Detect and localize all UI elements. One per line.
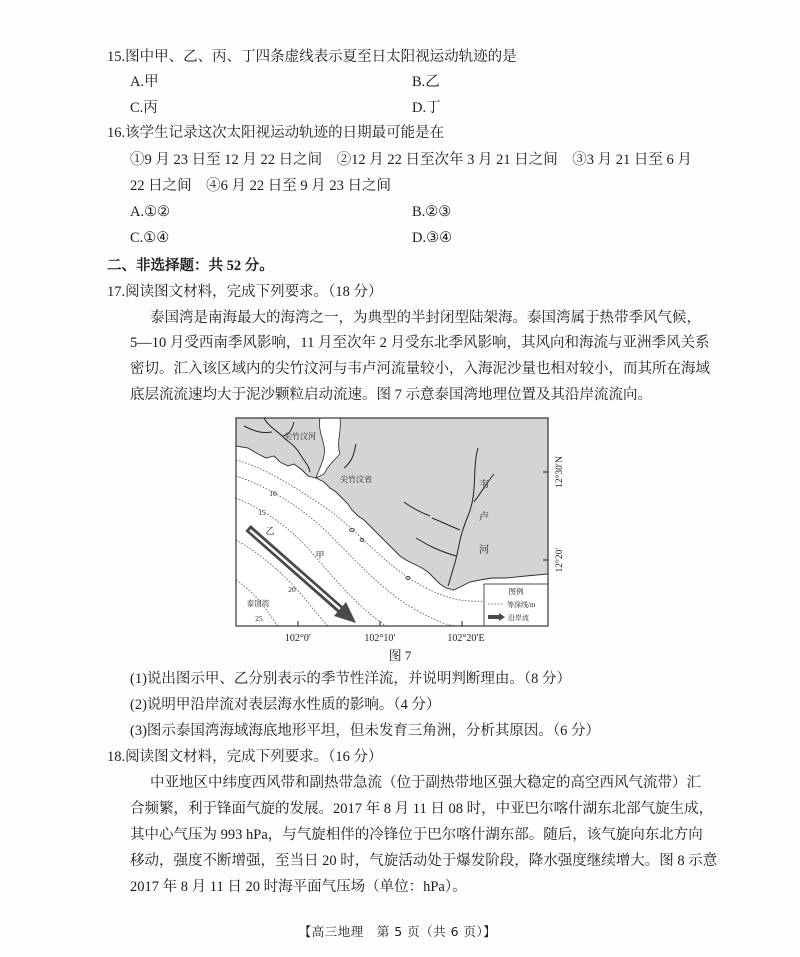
river-label-jianzhuwen: 尖竹汶河 <box>284 432 316 441</box>
page-footer: 【高三地理 第 5 页（共 6 页）】 <box>298 924 497 939</box>
current-label-jia: 甲 <box>315 550 325 560</box>
lon-label: 102°10′ <box>364 633 396 644</box>
isobath-label: 20 <box>288 585 296 594</box>
current-label-yi: 乙 <box>265 526 275 536</box>
q18-material-line: 移动，强度不断增强，至当日 20 时，气旋活动处于爆发阶段，降水强度继续增大。图 8 示意 <box>130 853 718 869</box>
river-label-weilu-char: 韦 <box>479 480 489 491</box>
lon-label: 102°20′E <box>447 633 485 644</box>
q15-option-a: A.甲 <box>130 74 159 90</box>
q17-material-line: 泰国湾是南海最大的海湾之一，为典型的半封闭型陆架海。泰国湾属于热带季风气候， <box>150 310 701 326</box>
q17-subquestion: (1)说出图示甲、乙分别表示的季节性洋流，并说明判断理由。（8 分） <box>130 671 572 687</box>
lon-label: 102°0′ <box>284 633 312 644</box>
sea-label: 泰国湾 <box>246 599 270 608</box>
q16-option-c: C.①④ <box>130 230 170 246</box>
province-label: 尖竹汶省 <box>340 475 372 484</box>
q18-material-line: 中亚地区中纬度西风带和副热带急流（位于副热带地区强大稳定的高空西风气流带）汇 <box>150 775 701 791</box>
isobath-label: 15 <box>258 508 266 517</box>
q18-stem: 18.阅读图文材料，完成下列要求。（16 分） <box>107 749 383 765</box>
lat-label: 12°20′ <box>555 547 565 573</box>
figure7-map <box>230 412 580 648</box>
q15-option-b: B.乙 <box>412 74 440 90</box>
isobath-label: 25 <box>255 614 263 623</box>
legend-current-label: 沿岸流 <box>508 614 529 622</box>
isobath-label: 10 <box>269 489 277 498</box>
legend-title: 图例 <box>508 587 524 596</box>
q18-material-line: 合频繁，利于锋面气旋的发展。2017 年 8 月 11 日 08 时，中亚巴尔喀什湖东北部气旋生成， <box>130 801 714 817</box>
q16-option-a: A.①② <box>130 204 171 220</box>
q17-material-line: 密切。汇入该区域内的尖竹汶河与韦卢河流量较小，入海泥沙量也相对较小，而其所在海域 <box>130 361 710 377</box>
q17-subquestion: (3)图示泰国湾海域海底地形平坦，但未发育三角洲，分析其原因。（6 分） <box>130 723 601 739</box>
q16-option-d: D.③④ <box>412 230 453 246</box>
q18-material-line: 2017 年 8 月 11 日 20 时海平面气压场（单位：hPa）。 <box>130 879 467 895</box>
river-label-weilu-char: 卢 <box>479 512 489 523</box>
q17-stem: 17.阅读图文材料，完成下列要求。（18 分） <box>107 284 383 300</box>
river-label-weilu-char: 河 <box>479 545 489 556</box>
lat-label: 12°30′N <box>555 456 565 488</box>
q17-material-line: 5—10 月受西南季风影响，11 月至次年 2 月受东北季风影响，其风向和海流与亚洲季风关系 <box>130 335 710 351</box>
q15-stem: 15.图中甲、乙、丙、丁四条虚线表示夏至日太阳视运动轨迹的是 <box>107 49 517 65</box>
section-heading: 二、非选择题：共 52 分。 <box>107 258 274 274</box>
q15-option-d: D.丁 <box>412 100 441 116</box>
q17-subquestion: (2)说明甲沿岸流对表层海水性质的影响。（4 分） <box>130 697 441 713</box>
legend-isobath-label: 等深线/m <box>507 601 536 609</box>
q16-option-b: B.②③ <box>412 204 452 220</box>
q16-stem: 16.该学生记录这次太阳视运动轨迹的日期最可能是在 <box>107 125 445 141</box>
q18-material-line: 其中心气压为 993 hPa，与气旋相伴的冷锋位于巴尔喀什湖东部。随后，该气旋向东北方向 <box>130 827 703 843</box>
q15-option-c: C.丙 <box>130 100 158 116</box>
q16-choice-line: 22 日之间 ④6 月 22 日至 9 月 23 日之间 <box>130 178 391 194</box>
q17-material-line: 底层流流速均大于泥沙颗粒启动流速。图 7 示意泰国湾地理位置及其沿岸流流向。 <box>130 387 652 403</box>
map-legend <box>484 584 548 626</box>
q16-choice-line: ①9 月 23 日至 12 月 22 日之间 ②12 月 22 日至次年 3 月 21 日之间 ③3 月 21 日至 6 月 <box>130 152 692 168</box>
figure-caption: 图 7 <box>388 648 412 663</box>
